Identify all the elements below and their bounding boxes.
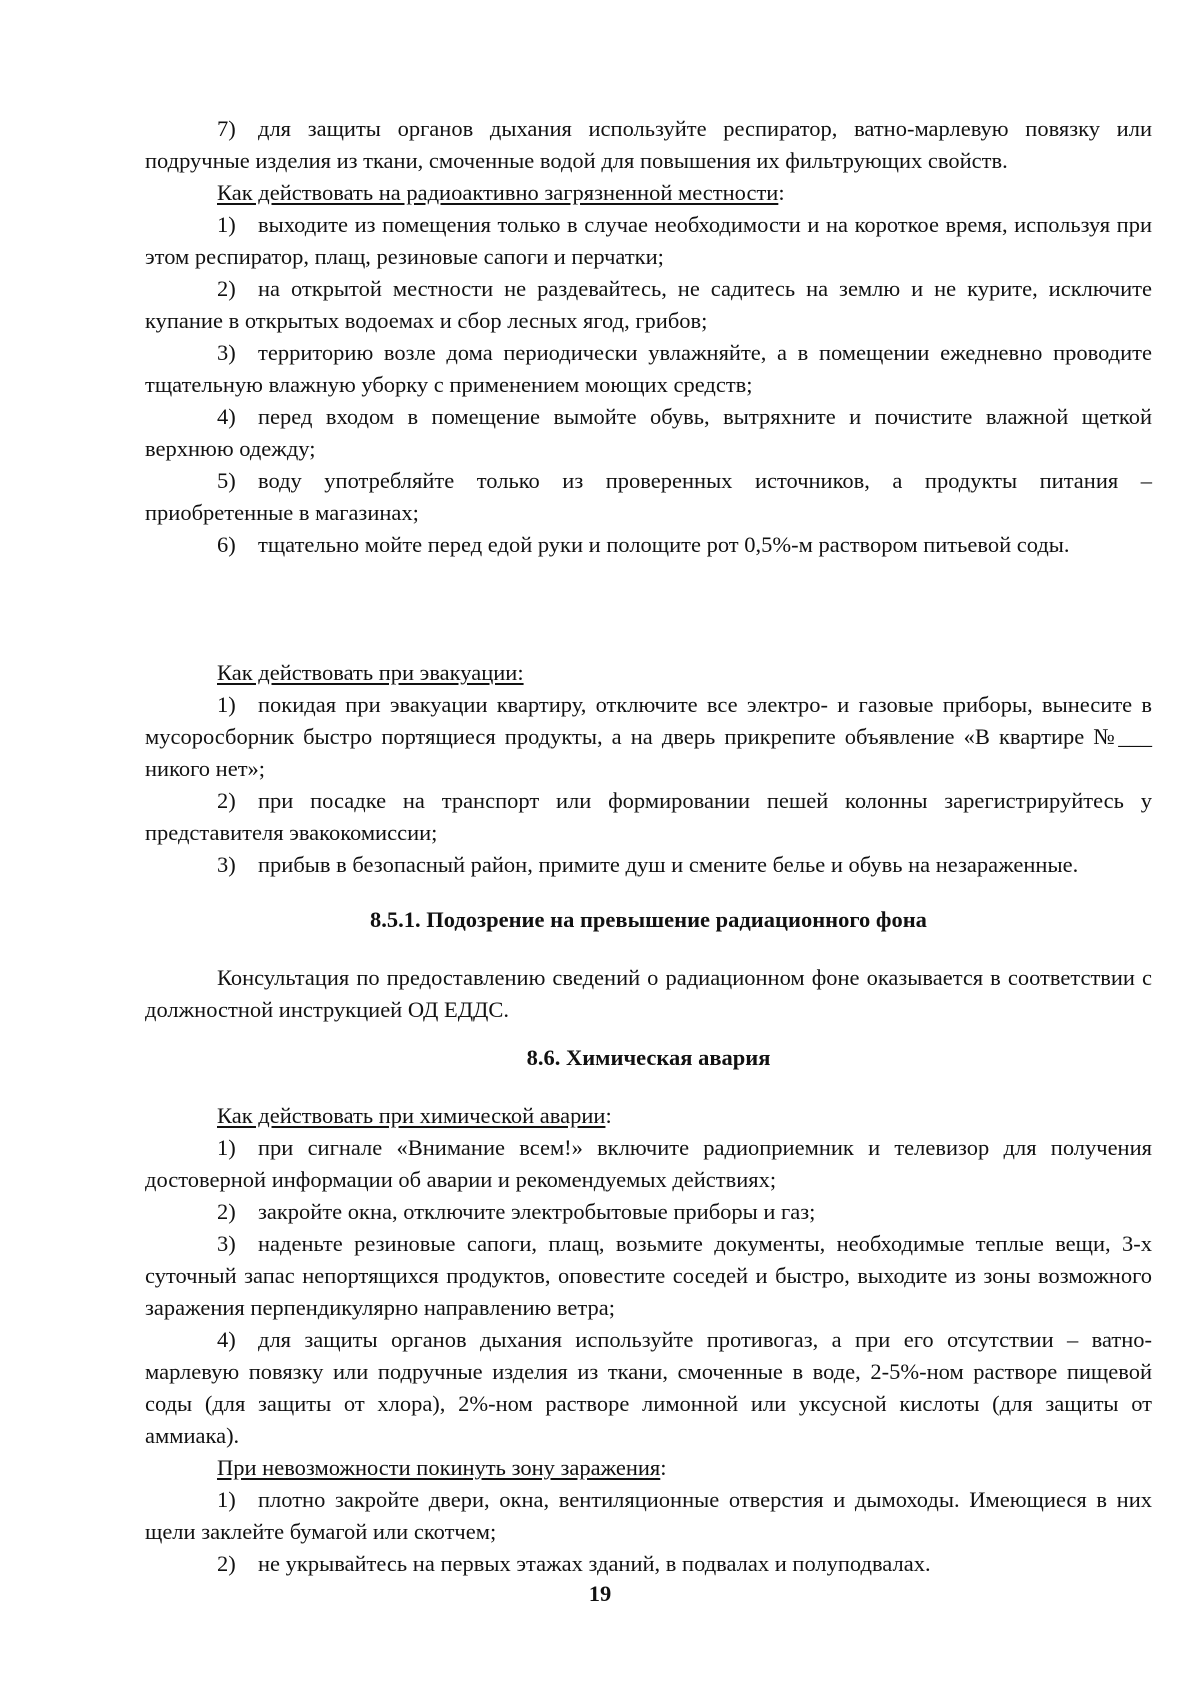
list-item-text: выходите из помещения только в случае необходимости и на короткое время, используя при этом респиратор, плащ, резиновые сапоги и перчатки; [145,212,1152,269]
section-title-8-6: 8.6. Химическая авария [526,1045,771,1070]
list-item-text: прибыв в безопасный район, примите душ и смените белье и обувь на незараженные. [258,852,1079,877]
list-item-number: 1) [217,1487,236,1512]
section-title-8-5-1: 8.5.1. Подозрение на превышение радиационного фона [370,907,927,932]
list-item-text: покидая при эвакуации квартиру, отключите все электро- и газовые приборы, вынесите в мусоросборник быстро портящиеся продукты, а на дверь прикрепите объявление «В квартире №___ никого нет»; [145,692,1152,781]
list-item [145,529,1152,561]
list-item [145,1484,1152,1548]
list-item [145,689,1152,785]
list-item-text: для защиты органов дыхания используйте противогаз, а при его отсутствии – ватно-марлевую повязку или подручные изделия из ткани, смоченные в воде, 2-5%-ном растворе пищевой соды (для защиты от хлора), 2%-ном растворе лимонной или уксусной кислоты (для защиты от аммиака). [145,1327,1152,1448]
list-item [145,785,1152,849]
underlined-heading: Как действовать на радиоактивно загрязненной местности [217,180,779,205]
list-item-text: воду употребляйте только из проверенных источников, а продукты питания – приобретенные в магазинах; [145,468,1152,525]
underlined-heading: При невозможности покинуть зону заражения [217,1455,661,1480]
list-item-number: 1) [217,212,236,237]
list-item-number: 3) [217,340,236,365]
list-item-number: 2) [217,1551,236,1576]
section-heading-radioactive: Как действовать на радиоактивно загрязненной местности: [217,180,785,205]
page-number: 19 [588,1581,612,1606]
list-item-text: перед входом в помещение вымойте обувь, вытряхните и почистите влажной щеткой верхнюю одежду; [145,404,1152,461]
list-item-number: 1) [217,692,236,717]
list-item-number: 7) [217,116,236,141]
list-item-text: наденьте резиновые сапоги, плащ, возьмите документы, необходимые теплые вещи, 3-х суточный запас непортящихся продуктов, оповестите соседей и быстро, выходите из зоны возможного заражения перпендикулярно направлению ветра; [145,1231,1152,1320]
list-item-number: 1) [217,1135,236,1160]
list-item-number: 3) [217,1231,236,1256]
list-item [145,273,1152,337]
list-item [145,113,1152,177]
list-item-number: 2) [217,788,236,813]
list-item-number: 4) [217,404,236,429]
list-item-text: тщательно мойте перед едой руки и полощите рот 0,5%-м раствором питьевой соды. [258,532,1070,557]
section-heading-no-exit: При невозможности покинуть зону заражения: [217,1455,667,1480]
list-item-text: при посадке на транспорт или формировании пешей колонны зарегистрируйтесь у представителя эвакокомиссии; [145,788,1152,845]
list-item-number: 3) [217,852,236,877]
list-item [145,1196,1152,1228]
underlined-heading: Как действовать при эвакуации: [217,660,524,685]
list-item-text: при сигнале «Внимание всем!» включите радиоприемник и телевизор для получения достоверной информации об аварии и рекомендуемых действиях; [145,1135,1152,1192]
list-item-number: 4) [217,1327,236,1352]
list-item-text: на открытой местности не раздевайтесь, не садитесь на землю и не курите, исключите купание в открытых водоемах и сбор лесных ягод, грибов; [145,276,1152,333]
list-item [145,465,1152,529]
list-item-number: 2) [217,1199,236,1224]
list-item [145,849,1152,881]
list-item-number: 5) [217,468,236,493]
list-item [145,1228,1152,1324]
list-item [145,401,1152,465]
list-item [145,1132,1152,1196]
list-item-number: 2) [217,276,236,301]
list-item-text: не укрывайтесь на первых этажах зданий, в подвалах и полуподвалах. [258,1551,931,1576]
list-item [145,337,1152,401]
body-paragraph: Консультация по предоставлению сведений о радиационном фоне оказывается в соответствии с должностной инструкцией ОД ЕДДС. [145,965,1152,1022]
list-item-text: для защиты органов дыхания используйте респиратор, ватно-марлевую повязку или подручные изделия из ткани, смоченные водой для повышения их фильтрующих свойств. [145,116,1152,173]
list-item [145,209,1152,273]
underlined-heading: Как действовать при химической аварии [217,1103,606,1128]
list-item [145,1548,1152,1580]
list-item-number: 6) [217,532,236,557]
list-item [145,1324,1152,1452]
list-item-text: территорию возле дома периодически увлажняйте, а в помещении ежедневно проводите тщательную влажную уборку с применением моющих средств; [145,340,1152,397]
list-item-text: плотно закройте двери, окна, вентиляционные отверстия и дымоходы. Имеющиеся в них щели заклейте бумагой или скотчем; [145,1487,1152,1544]
section-heading-evacuation [145,657,1152,689]
section-heading-chemical: Как действовать при химической аварии: [217,1103,612,1128]
list-item-text: закройте окна, отключите электробытовые приборы и газ; [258,1199,816,1224]
